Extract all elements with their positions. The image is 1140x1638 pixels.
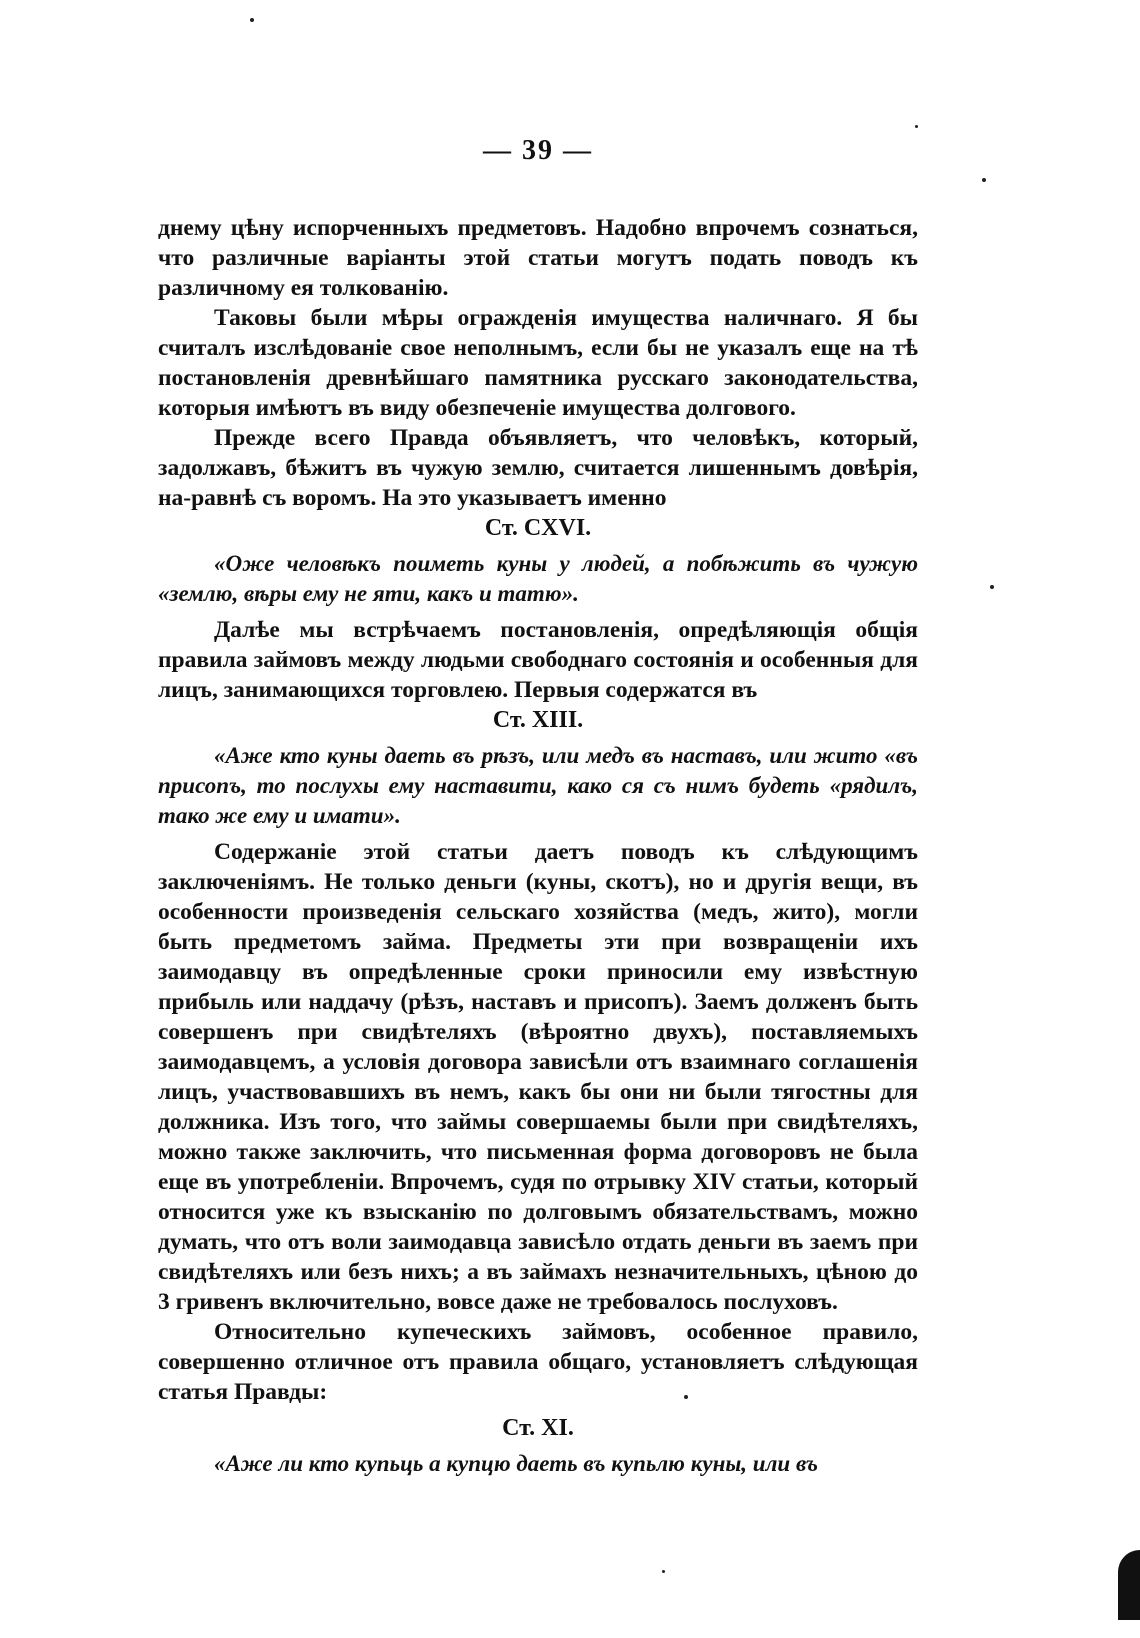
article-quote: «Оже человѣкъ поиметь куны у людей, а побѣжить въ чужую «землю, вѣры ему не яти, какъ и татю».	[158, 551, 918, 606]
paragraph: Относительно купеческихъ займовъ, особенное правило, совершенно отличное отъ правила общаго, установляетъ слѣдующая статья Правды:	[158, 1319, 918, 1405]
article-heading: Ст. XI.	[502, 1415, 574, 1441]
page-number: — 39 —	[483, 135, 593, 166]
scan-speck	[250, 18, 254, 22]
scan-speck	[982, 178, 986, 182]
paragraph: днему цѣну испорченныхъ предметовъ. Надобно впрочемъ сознаться, что различные варіанты этой статьи могутъ подать поводъ къ различному ея толкованію.	[158, 215, 918, 301]
scan-speck	[915, 125, 918, 128]
paragraph: Далѣе мы встрѣчаемъ постановленія, опредѣляющія общія правила займовъ между людьми свободнаго состоянія и особенныя для лицъ, занимающихся торговлею. Первыя содержатся въ	[158, 617, 918, 703]
scan-speck	[662, 1570, 665, 1573]
paragraph: Содержаніе этой статьи даетъ поводъ къ слѣдующимъ заключеніямъ. Не только деньги (куны, скотъ), но и другія вещи, въ особенности произведенія сельскаго хозяйства (медъ, жито), могли быть предметомъ займа. Предметы эти при возвращеніи ихъ заимодавцу въ опредѣленные сроки приносили ему извѣстную прибыль или наддачу (рѣзъ, наставъ и присопъ). Заемъ долженъ быть совершенъ при свидѣтеляхъ (вѣроятно двухъ), поставляемыхъ заимодавцемъ, а условія договора зависѣли отъ взаимнаго соглашенія лицъ, участвовавшихъ въ немъ, какъ бы они ни были тягостны для должника. Изъ того, что займы совершаемы были при свидѣтеляхъ, можно также заключить, что письменная форма договоровъ не была еще въ употребленіи. Впрочемъ, судя по отрывку XIV статьи, который относится уже къ взысканію по долговымъ обязательствамъ, можно думать, что отъ воли заимодавца зависѣло отдать деньги въ заемъ при свидѣтеляхъ или безъ нихъ; а въ займахъ незначительныхъ, цѣною до 3 гривенъ включительно, вовсе даже не требовалось послуховъ.	[158, 839, 918, 1315]
paragraph: Прежде всего Правда объявляетъ, что человѣкъ, который, задолжавъ, бѣжитъ въ чужую землю, считается лишеннымъ довѣрія, на-равнѣ съ воромъ. На это указываетъ именно	[158, 425, 918, 511]
paragraph: Таковы были мѣры огражденія имущества наличнаго. Я бы считалъ изслѣдованіе свое неполнымъ, если бы не указалъ еще на тѣ постановленія древнѣйшаго памятника русскаго законодательства, которыя имѣютъ въ виду обезпеченіе имущества долгового.	[158, 305, 918, 421]
book-page	[158, 135, 918, 1485]
scan-speck	[990, 585, 994, 589]
article-heading: Ст. CXVI.	[484, 515, 592, 541]
scan-edge-artifact	[1118, 1550, 1140, 1620]
scan-speck	[684, 1395, 688, 1399]
article-heading: Ст. XIII.	[492, 707, 584, 733]
article-quote: «Аже кто куны даеть въ рѣзъ, или медъ въ наставъ, или жито «въ присопъ, то послухы ему наставити, како ся съ нимъ будеть «рядилъ, тако же ему и имати».	[158, 743, 918, 828]
article-quote: «Аже ли кто купьць а купцю даеть въ купьлю куны, или въ	[214, 1451, 819, 1476]
